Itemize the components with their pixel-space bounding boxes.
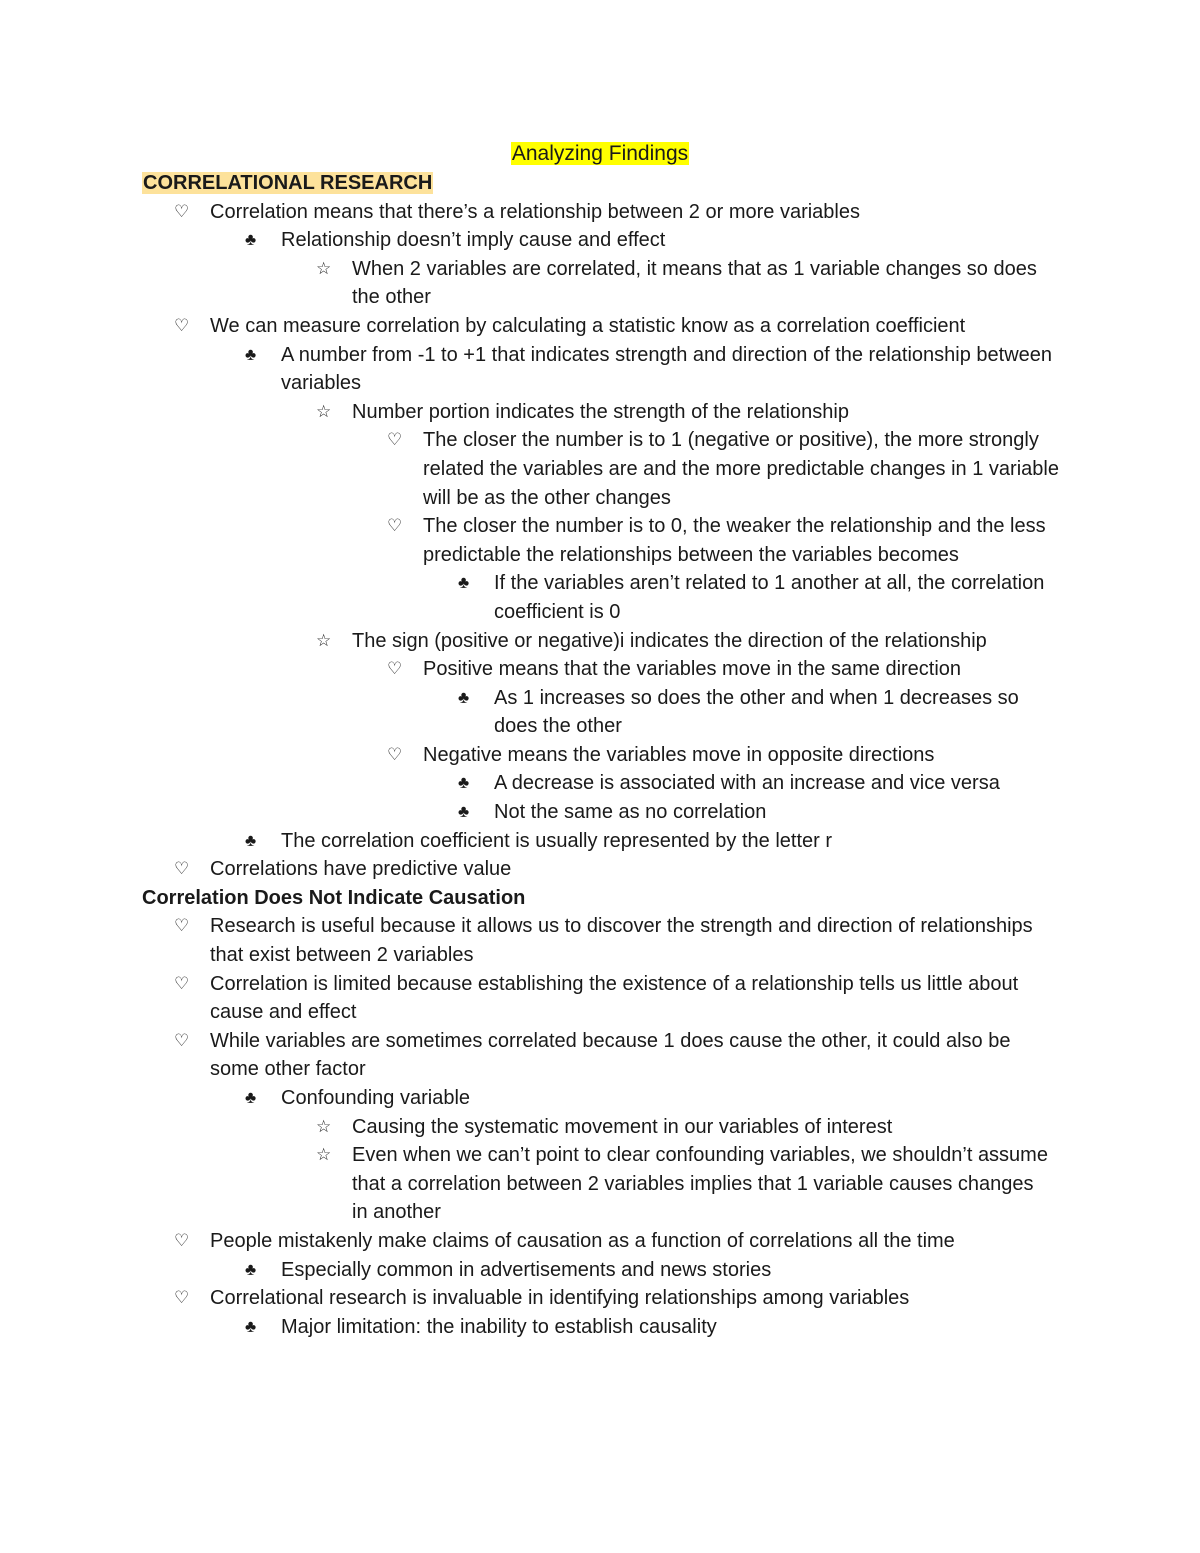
list-item: ♣ If the variables aren’t related to 1 another at all, the correlation coefficient is 0 — [142, 569, 1062, 626]
heart-bullet-icon: ♡ — [174, 1230, 190, 1250]
list-item: ♣ A decrease is associated with an increase and vice versa — [142, 769, 1062, 798]
club-bullet-icon: ♣ — [245, 1088, 257, 1107]
heart-bullet-icon: ♡ — [174, 973, 190, 993]
club-bullet-icon: ♣ — [458, 773, 470, 793]
club-bullet-icon: ♣ — [458, 687, 470, 707]
heart-bullet-icon: ♡ — [174, 916, 190, 936]
club-bullet-icon: ♣ — [245, 344, 257, 364]
club-bullet-icon: ♣ — [458, 573, 470, 593]
list-item: ♡ Correlation is limited because establishing the existence of a relationship tells us little about cause and effect — [142, 970, 1062, 1027]
bullet-list — [142, 198, 1062, 884]
heart-bullet-icon: ♡ — [174, 315, 190, 335]
list-item: ♣ The correlation coefficient is usually represented by the letter r — [142, 827, 1062, 856]
list-item: ♡ Positive means that the variables move in the same direction — [142, 655, 1062, 684]
star-bullet-icon: ☆ — [316, 401, 332, 421]
club-bullet-icon: ♣ — [245, 1316, 257, 1336]
list-item: ♡ The closer the number is to 0, the weaker the relationship and the less predictable the relationships between the variables becomes — [142, 512, 1062, 569]
list-item: ☆ When 2 variables are correlated, it means that as 1 variable changes so does the other — [142, 255, 1062, 312]
list-item: ♣ Major limitation: the inability to establish causality — [142, 1313, 1062, 1342]
list-item: ☆ Even when we can’t point to clear confounding variables, we shouldn’t assume that a correlation between 2 variables implies that 1 variable causes changes in another — [142, 1141, 1062, 1227]
list-item: ☆ The sign (positive or negative)i indicates the direction of the relationship — [142, 627, 1062, 656]
list-item: ☆ Number portion indicates the strength of the relationship — [142, 398, 1062, 427]
list-item: ♡ Correlations have predictive value — [142, 855, 1062, 884]
list-item: ♡ Negative means the variables move in opposite directions — [142, 741, 1062, 770]
club-bullet-icon: ♣ — [245, 830, 257, 850]
list-item: ♡ The closer the number is to 1 (negative or positive), the more strongly related the variables are and the more predictable changes in 1 variable will be as the other changes — [142, 426, 1062, 512]
list-item: ♣ Especially common in advertisements and news stories — [142, 1256, 1062, 1285]
heart-bullet-icon: ♡ — [174, 201, 190, 221]
list-item: ♡ People mistakenly make claims of causation as a function of correlations all the time — [142, 1227, 1062, 1256]
star-bullet-icon: ☆ — [316, 258, 332, 278]
heart-bullet-icon: ♡ — [387, 430, 403, 450]
list-item: ☆ Causing the systematic movement in our variables of interest — [142, 1113, 1062, 1142]
bullet-list — [142, 912, 1062, 1341]
list-item: ♣ A number from -1 to +1 that indicates strength and direction of the relationship between variables — [142, 341, 1062, 398]
list-item: ♡ While variables are sometimes correlated because 1 does cause the other, it could also be some other factor — [142, 1027, 1062, 1084]
heart-bullet-icon: ♡ — [387, 659, 403, 679]
heart-bullet-icon: ♡ — [387, 516, 403, 536]
list-item: ♡ We can measure correlation by calculating a statistic know as a correlation coefficient — [142, 312, 1062, 341]
document-body — [142, 169, 1062, 1341]
list-item: ♡ Research is useful because it allows us to discover the strength and direction of relationships that exist between 2 variables — [142, 912, 1062, 969]
star-bullet-icon: ☆ — [316, 1145, 332, 1165]
heart-bullet-icon: ♡ — [387, 744, 403, 764]
heart-bullet-icon: ♡ — [174, 1288, 190, 1308]
star-bullet-icon: ☆ — [316, 1116, 332, 1136]
star-bullet-icon: ☆ — [316, 630, 332, 650]
page-title — [0, 140, 1200, 168]
heart-bullet-icon: ♡ — [174, 859, 190, 879]
list-item: ♣ Confounding variable — [142, 1084, 1062, 1113]
club-bullet-icon: ♣ — [245, 230, 257, 250]
club-bullet-icon: ♣ — [458, 802, 470, 822]
page-title-text: Analyzing Findings — [511, 142, 689, 165]
list-item: ♣ Not the same as no correlation — [142, 798, 1062, 827]
list-item: ♣ As 1 increases so does the other and when 1 decreases so does the other — [142, 684, 1062, 741]
list-item: ♣ Relationship doesn’t imply cause and effect — [142, 226, 1062, 255]
section-heading-correlation-causation: Correlation Does Not Indicate Causation — [142, 886, 526, 909]
club-bullet-icon: ♣ — [245, 1259, 257, 1279]
section-heading-correlational-research: CORRELATIONAL RESEARCH — [143, 172, 433, 194]
list-item: ♡ Correlational research is invaluable in identifying relationships among variables — [142, 1284, 1062, 1313]
list-item: ♡ Correlation means that there’s a relationship between 2 or more variables — [142, 198, 1062, 227]
heart-bullet-icon: ♡ — [174, 1030, 190, 1050]
